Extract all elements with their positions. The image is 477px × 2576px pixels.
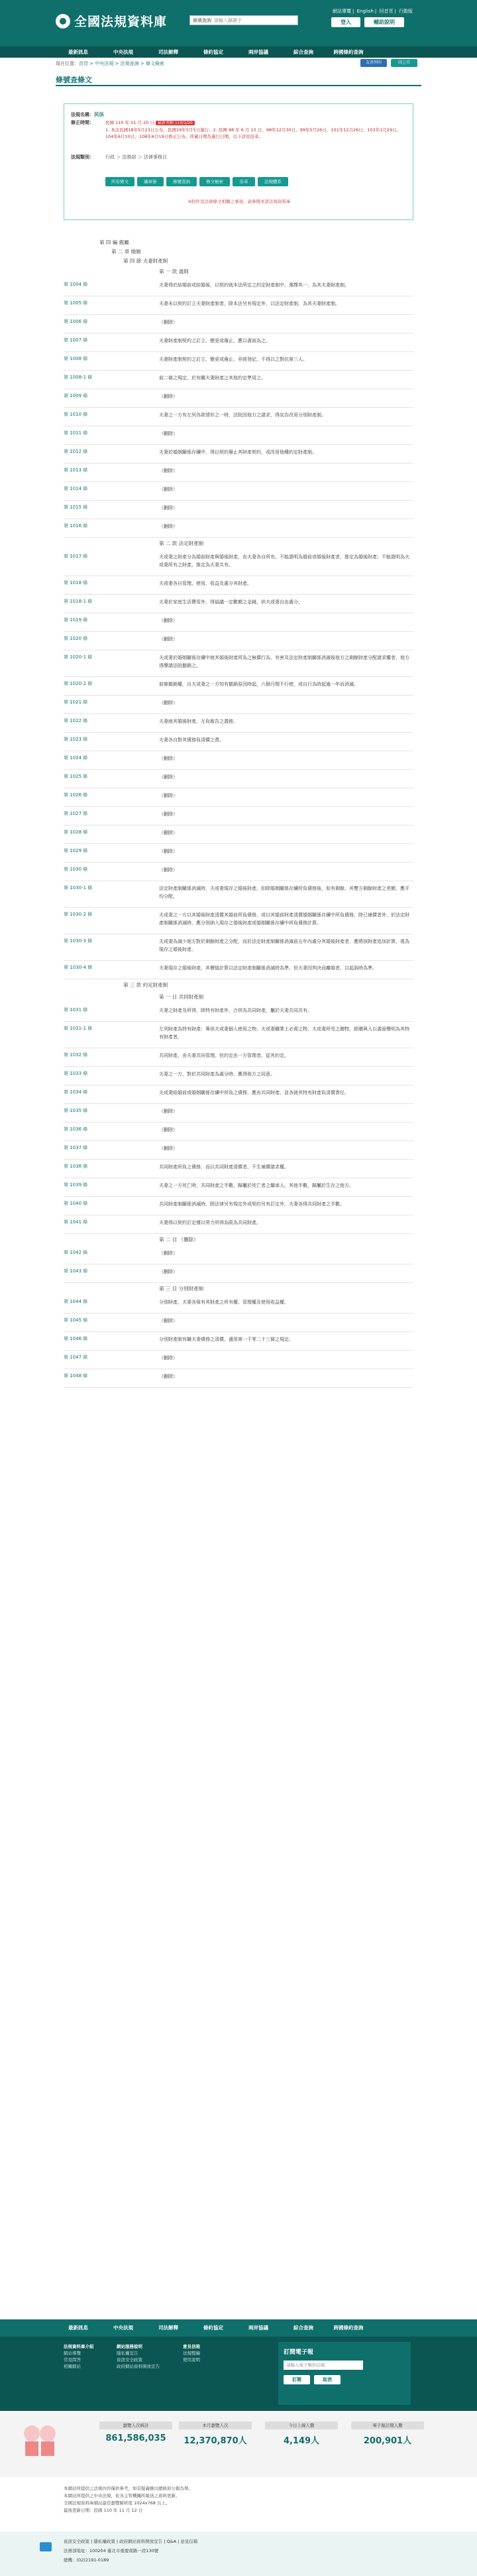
article-number[interactable]: 第 1010 條 <box>64 412 88 417</box>
chapter-heading: 第 二 章 婚姻 <box>111 249 141 255</box>
article-divider <box>64 1122 413 1123</box>
main-nav <box>0 46 477 58</box>
article-text: （刪除） <box>159 487 178 492</box>
article-number[interactable]: 第 1029 條 <box>64 848 88 853</box>
article-text: 夫妻之一方死亡時，共同財產之半數，歸屬於死亡者之繼承人，其他半數，歸屬於生存之他方。 <box>159 1183 354 1188</box>
site-title: 全國法規資料庫 <box>74 15 168 29</box>
top-search <box>189 15 298 25</box>
sub-heading: 第 一 目 共同財產制 <box>159 994 204 1000</box>
article-divider <box>64 537 413 538</box>
btn-chapters[interactable]: 編章節 <box>137 177 164 186</box>
law-name-label: 法規名稱： <box>71 112 94 117</box>
article-divider <box>64 351 413 352</box>
search-input[interactable] <box>189 15 298 25</box>
stat-subscribers <box>351 2422 424 2446</box>
bottom-links[interactable]: 資訊安全政策 | 隱私權政策 | 政府網站資料開放宣告 | Q&A | 意見信箱 <box>64 2539 198 2544</box>
law-category[interactable]: 行政 ＞ 法務部 ＞ 法律事務目 <box>105 154 167 160</box>
article-number[interactable]: 第 1043 條 <box>64 1268 88 1274</box>
info-note: ※附件及法律條文相關之事項，請參閱本部法規資料庫 <box>187 199 291 204</box>
article-number[interactable]: 第 1036 條 <box>64 1127 88 1132</box>
article-divider <box>64 370 413 371</box>
article-divider <box>64 1103 413 1104</box>
help-button[interactable]: 輔助說明 <box>364 17 404 27</box>
article-text: 夫妻於家庭生活費用外，得協議一定數額之金錢，供夫或妻自由處分。 <box>159 599 303 605</box>
article-number[interactable]: 第 1030-3 條 <box>64 938 93 944</box>
article-number[interactable]: 第 1007 條 <box>64 337 88 343</box>
footer-nav-central[interactable]: 中央法規 <box>113 2325 133 2331</box>
footer-nav <box>0 2319 477 2337</box>
article-number[interactable]: 第 1022 條 <box>64 718 88 723</box>
article-text: 夫妻之一方有左列各款情形之一時，法院因他方之請求，得宣告改用分別財產制。 <box>159 412 326 418</box>
stat-total-value: 861,586,035 <box>105 2433 166 2443</box>
article-text: （刪除） <box>159 830 178 835</box>
nav-news[interactable]: 最新訊息 <box>68 49 88 55</box>
article-number[interactable]: 第 1030-2 條 <box>64 912 93 917</box>
article-number[interactable]: 第 1033 條 <box>64 1071 88 1076</box>
footer-col-3 <box>183 2343 200 2363</box>
article-divider <box>64 713 413 714</box>
disclaimer-line: 本網站所提供之法規內容僅供參考，如有疑義應以總統府公報為準。 <box>64 2486 193 2491</box>
btn-article-search[interactable]: 條文檢索 <box>199 177 230 186</box>
article-divider <box>64 695 413 696</box>
footer-nav-judicial[interactable]: 司法解釋 <box>158 2325 178 2331</box>
article-text: 前條撤銷權，自夫或妻之一方知有撤銷原因時起，六個月間不行使，或自行為時起逾一年而消滅。 <box>159 682 358 687</box>
amend-info <box>105 119 403 140</box>
article-number[interactable]: 第 1020 條 <box>64 636 88 641</box>
footer-link-security[interactable]: 資訊安全政策 <box>117 2357 142 2362</box>
article-number[interactable]: 第 1012 條 <box>64 449 88 454</box>
article-number[interactable]: 第 1041 條 <box>64 1219 88 1225</box>
article-text: 夫妻之財產及所得，除特有財產外，合併為共同財產，屬於夫妻共同共有。 <box>159 1008 312 1013</box>
sub-heading: 第 三 款 約定財產制 <box>123 982 168 988</box>
sub-heading-general: 第 一 款 通則 <box>159 269 189 275</box>
article-divider <box>64 960 413 961</box>
disclaimer-line: 全國法規資料庫網站最佳瀏覽解析度 1024x768 以上。 <box>64 2500 170 2506</box>
article-number[interactable]: 第 1047 條 <box>64 1355 88 1360</box>
article-divider <box>64 825 413 826</box>
nav-treaty[interactable]: 條約協定 <box>203 49 223 55</box>
article-number[interactable]: 第 1018-1 條 <box>64 599 93 604</box>
article-divider <box>64 769 413 770</box>
stat-month-visits <box>179 2422 252 2446</box>
article-number[interactable]: 第 1042 條 <box>64 1250 88 1255</box>
footer-nav-search[interactable]: 綜合查詢 <box>293 2325 313 2331</box>
article-number[interactable]: 第 1005 條 <box>64 300 88 306</box>
article-text: （刪除） <box>159 812 178 817</box>
article-text: （刪除） <box>159 867 178 873</box>
article-number[interactable]: 第 1046 條 <box>64 1336 88 1341</box>
article-text: 法定財產制關係消滅時，夫或妻現存之婚後財產，扣除婚姻關係存續所負債務後，如有剩餘，其雙方剩餘財產之差額，應平均分配。 <box>159 886 409 899</box>
article-text: 分別財產制有關夫妻債務之清償，適用第一千零二十三條之規定。 <box>159 1337 293 1342</box>
footer-link-related[interactable]: 相關網站 <box>64 2364 81 2369</box>
title-divider <box>56 85 421 86</box>
footer-link-sitemap[interactable]: 網站導覽 <box>64 2351 81 2356</box>
article-text: （刪除） <box>159 1355 178 1361</box>
article-number[interactable]: 第 1017 條 <box>64 554 88 559</box>
article-text: 夫妻現存之婚後財產，其價值計算以法定財產制關係消滅時為準。但夫妻因判決而離婚者，以起訴時為準。 <box>159 965 377 971</box>
site-logo[interactable] <box>56 12 167 30</box>
article-divider <box>64 676 413 677</box>
amend-detail: 1. 本法民國18年5月23日公布，民國19年5月5日施行；2. 民國 98 年 6 月 10 日、98年12月30日、99年5月26日、101年12月26日、103年1月29日、104年6月10日、108年6月19日修正公布。所載日期為施行日期，以下詳見沿革。 <box>105 127 401 139</box>
stat-online <box>265 2422 338 2446</box>
article-number[interactable]: 第 1014 條 <box>64 486 88 491</box>
btn-article-number[interactable]: 條號查詢 <box>166 177 197 186</box>
article-text: 夫妻各自對其債務負清償之責。 <box>159 737 224 743</box>
article-text: 夫或妻之一方以其婚後財產清償其婚前所負債務，或以其婚前財產清償婚姻關係存續中所負債務，除已補償者外，於法定財產制關係消滅時，應分別納入現存之婚後財產或婚姻關係存續中所負債務計算。 <box>159 912 409 926</box>
article-number[interactable]: 第 1004 條 <box>64 282 88 287</box>
article-divider <box>64 314 413 315</box>
article-divider <box>64 907 413 908</box>
btn-history[interactable]: 沿革 <box>233 177 255 186</box>
article-text: （刪除） <box>159 505 178 511</box>
stat-subscribers-label: 電子報訂閱人數 <box>351 2422 424 2429</box>
epaper-box <box>278 2342 411 2405</box>
back-button[interactable]: 回上頁 <box>391 59 417 67</box>
article-number[interactable]: 第 1030-4 條 <box>64 965 93 970</box>
article-text: 左列財產為特有財產：專供夫或妻個人使用之物、夫或妻職業上必需之物、夫或妻所受之贈物，經贈與人以書面聲明為其特有財產者。 <box>159 1026 409 1040</box>
article-number[interactable]: 第 1031-1 條 <box>64 1026 93 1031</box>
article-text: （刪除） <box>159 524 178 529</box>
nav-search[interactable]: 綜合查詢 <box>293 49 313 55</box>
article-divider <box>64 444 413 445</box>
disclaimer-line: 本網站所提供之中央法規，依各主管機關所報送之資料更新。 <box>64 2493 180 2498</box>
article-divider <box>64 1159 413 1160</box>
article-text: 夫妻未以契約訂立夫妻財產制者，除本法另有規定外，以法定財產制，為其夫妻財產制。 <box>159 301 340 306</box>
article-divider <box>64 631 413 632</box>
nav-international[interactable]: 跨國條約查詢 <box>333 49 364 55</box>
article-divider <box>64 843 413 844</box>
article-text: （刪除） <box>159 700 178 705</box>
article-text: （刪除） <box>159 431 178 436</box>
stat-online-label: 今日上線人數 <box>265 2422 338 2429</box>
article-divider <box>64 1282 413 1283</box>
search-mode[interactable]: 條號查詢 <box>193 17 211 23</box>
footer-nav-news[interactable]: 最新訊息 <box>68 2325 88 2331</box>
article-divider <box>64 1350 413 1351</box>
article-divider <box>64 594 413 595</box>
article-divider <box>64 1387 413 1388</box>
law-name-row <box>71 111 104 118</box>
footer-nav-treaty[interactable]: 條約協定 <box>203 2325 223 2331</box>
btn-law-system[interactable]: 法規體系 <box>258 177 288 186</box>
logo-icon <box>56 14 70 29</box>
latest-change-badge[interactable]: 最新異動 110/1/20 <box>156 121 195 125</box>
article-number[interactable]: 第 1020-1 條 <box>64 654 93 660</box>
footer-link-intro[interactable]: 法規資料庫介紹 <box>64 2344 94 2349</box>
statistics-bar <box>0 2411 477 2477</box>
article-text: （刪除） <box>159 756 178 761</box>
article-divider <box>64 1233 413 1234</box>
article-text: 分別財產，夫妻各保有其財產之所有權、管理權及使用收益權。 <box>159 1300 289 1305</box>
article-text: （刪除） <box>159 1109 178 1114</box>
article-number[interactable]: 第 1006 條 <box>64 319 88 324</box>
article-text: （刪除） <box>159 1251 178 1256</box>
article-number[interactable]: 第 1008 條 <box>64 356 88 361</box>
search-placeholder: 請輸入關鍵字 <box>214 17 242 23</box>
epaper-email-input[interactable]: 請輸入電子郵件信箱 <box>284 2361 363 2370</box>
footer-link-mailbox[interactable]: 意見信箱 <box>183 2344 200 2349</box>
footer-link-faq[interactable]: 常見問答 <box>64 2357 81 2362</box>
article-text: 夫妻得於結婚前或結婚後，以契約就本法所定之約定財產制中，選擇其一，為其夫妻財產制。 <box>159 282 349 288</box>
nav-judicial[interactable]: 司法解釋 <box>158 49 178 55</box>
link-english[interactable]: English <box>356 9 374 14</box>
article-text: 夫妻得以契約訂定僅以勞力所得為限為共同財產。 <box>159 1220 261 1225</box>
article-number[interactable]: 第 1021 條 <box>64 700 88 705</box>
page-title: 條號查條文 <box>56 76 92 84</box>
breadcrumb <box>56 60 164 67</box>
stat-subscribers-value: 200,901人 <box>363 2436 412 2446</box>
article-number[interactable]: 第 1020-2 條 <box>64 681 93 686</box>
article-number[interactable]: 第 1044 條 <box>64 1299 88 1304</box>
link-mobile[interactable]: 行動版 <box>399 9 413 14</box>
law-info-box <box>64 103 413 220</box>
mascot-icon <box>20 2420 60 2460</box>
link-sitemap[interactable]: 網站導覽 <box>333 9 351 14</box>
article-number[interactable]: 第 1028 條 <box>64 829 88 835</box>
article-number[interactable]: 第 1037 條 <box>64 1145 88 1150</box>
article-number[interactable]: 第 1015 條 <box>64 505 88 510</box>
sub-heading: 第 二 目 （刪除） <box>159 1237 199 1243</box>
nav-central[interactable]: 中央法規 <box>113 49 133 55</box>
article-number[interactable]: 第 1048 條 <box>64 1373 88 1379</box>
article-divider <box>64 806 413 807</box>
article-divider <box>64 732 413 733</box>
article-divider <box>64 862 413 863</box>
article-number[interactable]: 第 1019 條 <box>64 617 88 623</box>
article-text: 前二條之規定，於有關夫妻財產之其他約定準用之。 <box>159 375 266 381</box>
article-number[interactable]: 第 1009 條 <box>64 393 88 399</box>
stat-total-visits <box>99 2422 172 2443</box>
footer-link-compile[interactable]: 法規整編 <box>183 2351 200 2356</box>
article-divider <box>64 1140 413 1141</box>
article-number[interactable]: 第 1018 條 <box>64 580 88 585</box>
amend-label: 修正時間： <box>71 120 94 125</box>
article-text: 夫妻財產制契約之訂立、變更或廢止，非經登記，不得以之對抗第三人。 <box>159 357 307 362</box>
article-divider <box>64 500 413 501</box>
article-text: （刪除） <box>159 1127 178 1133</box>
login-button[interactable]: 登入 <box>331 17 360 27</box>
article-number[interactable]: 第 1025 條 <box>64 774 88 779</box>
article-number[interactable]: 第 1039 條 <box>64 1182 88 1188</box>
article-number[interactable]: 第 1008-1 條 <box>64 375 93 380</box>
article-number[interactable]: 第 1032 條 <box>64 1052 88 1058</box>
print-button[interactable]: 友善列印 <box>360 59 387 67</box>
law-name[interactable]: 民法 <box>94 111 104 117</box>
stat-online-value: 4,149人 <box>283 2436 320 2446</box>
article-text: （刪除） <box>159 618 178 623</box>
article-divider <box>64 1066 413 1067</box>
article-text: （刪除） <box>159 320 178 325</box>
article-text: （刪除） <box>159 1318 178 1323</box>
article-number[interactable]: 第 1030-1 條 <box>64 885 93 890</box>
article-text: 夫或妻各自管理、使用、收益及處分其財產。 <box>159 581 252 586</box>
article-divider <box>64 1196 413 1197</box>
bottom-bar <box>0 2532 477 2576</box>
site-header <box>0 0 477 46</box>
article-divider <box>64 1331 413 1332</box>
article-number[interactable]: 第 1034 條 <box>64 1089 88 1095</box>
article-divider <box>64 333 413 334</box>
article-text: （刪除） <box>159 774 178 780</box>
article-text: 夫或妻為減少他方對於剩餘財產之分配，而於法定財產制關係消滅前五年內處分其婚後財產者，應將該財產追加計算，視為現存之婚後財產。 <box>159 939 409 952</box>
footer-link-service[interactable]: 網站服務說明 <box>117 2344 142 2349</box>
article-number[interactable]: 第 1013 條 <box>64 467 88 473</box>
sub-heading: 第 三 目 分別財產制 <box>159 1286 204 1292</box>
footer-col-1 <box>64 2343 94 2370</box>
article-text: 夫或妻之財產分為婚前財產與婚後財產，由夫妻各自所有。不能證明為婚前或婚後財產者，推定為婚後財產；不能證明為夫或妻所有之財產，推定為夫妻共有。 <box>159 554 409 568</box>
phone: 總機：(02)2191-0189 <box>64 2557 109 2563</box>
part-heading: 第 四 編 親屬 <box>99 239 129 245</box>
stat-month-label: 本月瀏覽人次 <box>179 2422 252 2429</box>
footer-link-privacy[interactable]: 隱私權宣告 <box>117 2351 138 2356</box>
footer-link-usage[interactable]: 使用說明 <box>183 2357 200 2362</box>
article-divider <box>64 481 413 482</box>
article-text: 夫或妻結婚前或婚姻關係存續中所負之債務，應由共同財產，並各就其特有財產負清償責任。 <box>159 1090 349 1095</box>
nav-cross-strait[interactable]: 兩岸協議 <box>248 49 268 55</box>
article-text: 夫妻於婚姻關係存續中，得以契約廢止其財產契約，或改用他種約定財產制。 <box>159 450 317 455</box>
article-number[interactable]: 第 1011 條 <box>64 430 88 436</box>
article-number[interactable]: 第 1030 條 <box>64 867 88 872</box>
epaper-title: 訂閱電子報 <box>284 2349 314 2356</box>
article-text: （刪除） <box>159 394 178 399</box>
article-text: （刪除） <box>159 468 178 473</box>
article-number[interactable]: 第 1045 條 <box>64 1318 88 1323</box>
article-text: 共同財產所負之債務，而以共同財產清償者，不生補償請求權。 <box>159 1164 289 1170</box>
article-number[interactable]: 第 1026 條 <box>64 792 88 798</box>
section-heading-property: 第 四 節 夫妻財產制 <box>123 258 168 264</box>
article-text: （刪除） <box>159 1269 178 1274</box>
stat-total-label: 瀏覽人次統計 <box>99 2422 172 2429</box>
btn-all-articles[interactable]: 所有條文 <box>105 177 134 186</box>
article-number[interactable]: 第 1023 條 <box>64 737 88 742</box>
article-text: 夫妻財產制契約之訂立、變更或廢止，應以書面為之。 <box>159 338 270 343</box>
article-text: 共同財產制關係消滅時，除法律另有規定外或契約另有訂定外，夫妻各得共同財產之半數。 <box>159 1201 344 1207</box>
sub-heading: 第 二 款 法定財產制 <box>159 540 204 546</box>
breadcrumb-path[interactable]: 首頁 > 中央法規 > 法規查詢 > 條文檢索 <box>79 61 164 66</box>
accessibility-icon[interactable] <box>40 2542 52 2551</box>
footer-nav-international[interactable]: 跨國條約查詢 <box>333 2325 364 2331</box>
article-text: （刪除） <box>159 637 178 642</box>
article-text: 夫或妻於婚姻關係存續中就其婚後財產所為之無償行為，有害及法定財產制關係消滅後他方之剩餘財產分配請求權者，他方得聲請法院撤銷之。 <box>159 655 409 668</box>
article-number[interactable]: 第 1027 條 <box>64 811 88 816</box>
article-divider <box>64 1313 413 1314</box>
footer-nav-cross-strait[interactable]: 兩岸協議 <box>248 2325 268 2331</box>
amend-date: 民國 110 年 01 月 20 日 <box>105 120 154 125</box>
article-number[interactable]: 第 1040 條 <box>64 1201 88 1206</box>
category-label: 法規類別： <box>71 154 94 160</box>
epaper-cancel-button[interactable]: 取消 <box>314 2375 341 2384</box>
article-text: （刪除） <box>159 849 178 854</box>
article-number[interactable]: 第 1016 條 <box>64 523 88 528</box>
footer-link-open-data[interactable]: 政府網站資料開放宣告 <box>117 2364 160 2369</box>
article-number[interactable]: 第 1024 條 <box>64 755 88 761</box>
footer-links-area <box>0 2337 477 2411</box>
epaper-subscribe-button[interactable]: 訂閱 <box>284 2375 310 2384</box>
article-divider <box>64 407 413 408</box>
disclaimer-text <box>64 2485 413 2514</box>
article-number[interactable]: 第 1038 條 <box>64 1164 88 1169</box>
article-number[interactable]: 第 1031 條 <box>64 1007 88 1012</box>
link-home[interactable]: 回首頁 <box>379 9 394 14</box>
footer-col-2 <box>117 2343 160 2370</box>
article-text: 夫妻之一方，對於共同財產為處分時，應得他方之同意。 <box>159 1072 275 1077</box>
article-text: （刪除） <box>159 793 178 798</box>
article-divider <box>64 1021 413 1022</box>
article-text: 共同財產，由夫妻共同管理。但約定由一方管理者，從其約定。 <box>159 1053 289 1058</box>
top-links: 網站導覽 | English | 回首頁 | 行動版 <box>333 9 413 14</box>
last-updated: 最後更新日期：民國 110 年 11 月 12 日 <box>64 2508 143 2513</box>
article-text: 夫妻就其婚後財產，互負報告之義務。 <box>159 719 238 724</box>
breadcrumb-prefix: 現在位置： <box>56 61 79 66</box>
article-text: （刪除） <box>159 1146 178 1151</box>
article-number[interactable]: 第 1035 條 <box>64 1108 88 1113</box>
address: 法務部地址：100204 臺北市重慶南路一段130號 <box>64 2548 159 2553</box>
stat-month-value: 12,370,870人 <box>184 2436 247 2446</box>
article-text: （刪除） <box>159 1374 178 1379</box>
